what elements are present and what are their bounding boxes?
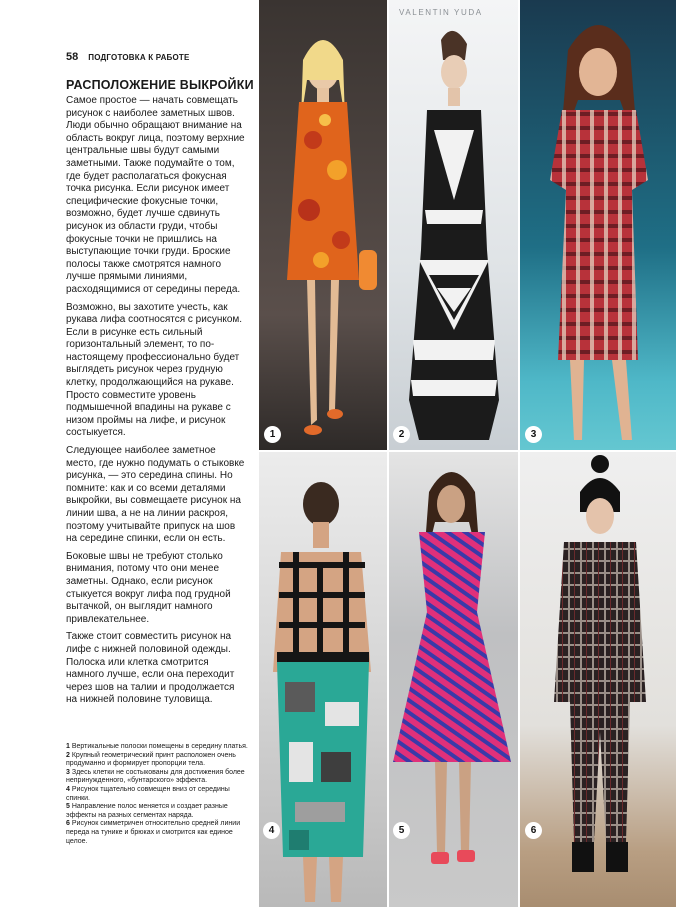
model-plaid-tunic-illustration xyxy=(520,452,676,907)
runway-photo-1 xyxy=(259,0,387,450)
caption-number: 4 xyxy=(66,785,70,793)
caption xyxy=(66,786,251,803)
caption-text: Вертикальные полоски помещены в середину платья. xyxy=(71,743,248,750)
article-body xyxy=(66,95,248,712)
paragraph: Следующее наиболее заметное место, где нужно подумать о стыковке рисунка, — это середина спины. Но помните: как и со всеми деталями выкройки, вы совмещаете рисунок на линии шва, а не на линии раскроя, поэтому учитывайте припуск на шов на середине спинки, если он есть. xyxy=(66,445,245,545)
caption xyxy=(66,769,251,786)
model-striped-dress-illustration xyxy=(389,452,518,907)
photo-number-badge: 5 xyxy=(393,822,410,839)
paragraph: Самое простое — начать совмещать рисунок с наиболее заметных швов. Люди обычно обращают внимание на область вокруг лица, поэтому верхние центральные швы будут самыми заметными. Также подумайте о том, где будет располагаться фокусная точка рисунка. Если рисунок имеет специфические фокусные точки, возможно, будет лучше сдвинуть рисунок из области груди, чтобы фокусные точки не пришлись на выступающие точки груди. Броские полосы также смотрятся намного лучше прямыми линиями, расходящимися от середины переда. xyxy=(66,95,245,295)
paragraph: Боковые швы не требуют столько внимания, потому что они менее заметны. Однако, если рисунок стыкуется вокруг лифа под грудной вытачкой, он выглядит намного привлекательнее. xyxy=(66,550,231,625)
model-plaid-dress-illustration xyxy=(520,0,676,450)
section-title: ПОДГОТОВКА К РАБОТЕ xyxy=(88,53,190,62)
caption-text: Рисунок симметричен относительно средней линии переда на тунике и брюках и смотрится как единое целое. xyxy=(66,820,241,845)
photo-captions xyxy=(66,743,251,846)
runway-photo-6 xyxy=(520,452,676,907)
photo-number-badge: 4 xyxy=(263,822,280,839)
model-geometric-gown-illustration xyxy=(389,0,518,450)
paragraph: Возможно, вы захотите учесть, как рукава лифа соотносятся с рисунком. Если в рисунке есть сильный горизонтальный элемент, то по-настоящему профессионально будет выглядеть рисунок через грудную клетку, продолжающийся на рукаве. Просто совместите уровень подмышечной впадины на рукаве с низом проймы на лифе, и рисунок состыкуется. xyxy=(66,301,243,439)
paragraph: Также стоит совместить рисунок на лифе с нижней половиной одежды. Полоска или клетка смотрится намного лучше, если она переходит через шов на талии и продолжается на нижней половине туловища. xyxy=(66,631,235,706)
caption-text: Направление полос меняется и создает разные эффекты на разных сегментах наряда. xyxy=(66,803,228,819)
runway-photo-4 xyxy=(259,452,387,907)
caption-text: Здесь клетки не состыкованы для достижения более непринужденного, «бунтарского» эффекта. xyxy=(66,768,245,785)
photo-number-badge: 2 xyxy=(393,426,410,443)
runway-photo-5 xyxy=(389,452,518,907)
caption-number: 3 xyxy=(66,768,70,776)
photo-number-badge: 1 xyxy=(264,426,281,443)
runway-photo-2 xyxy=(389,0,518,450)
model-back-view-illustration xyxy=(259,452,387,907)
caption-number: 2 xyxy=(66,751,70,759)
caption-number: 6 xyxy=(66,820,70,828)
caption-text: Крупный геометрический принт расположен очень продуманно и формирует пропорции тела. xyxy=(66,751,236,768)
caption xyxy=(66,752,251,769)
caption xyxy=(66,820,251,846)
page-number: 58 xyxy=(66,51,79,63)
photo-number-badge: 3 xyxy=(525,426,542,443)
caption-number: 5 xyxy=(66,803,70,811)
page-header xyxy=(66,51,190,63)
caption-number: 1 xyxy=(66,743,70,750)
photo-number-badge: 6 xyxy=(525,822,542,839)
runway-photo-3 xyxy=(520,0,676,450)
caption xyxy=(66,743,251,752)
caption xyxy=(66,803,251,820)
model-floral-dress-illustration xyxy=(259,0,387,450)
article-title: РАСПОЛОЖЕНИЕ ВЫКРОЙКИ xyxy=(66,78,254,92)
backdrop-logo-text: VALENTIN YUDA xyxy=(399,8,483,17)
caption-text: Рисунок тщательно совмещен вниз от середины спинки. xyxy=(66,785,230,802)
